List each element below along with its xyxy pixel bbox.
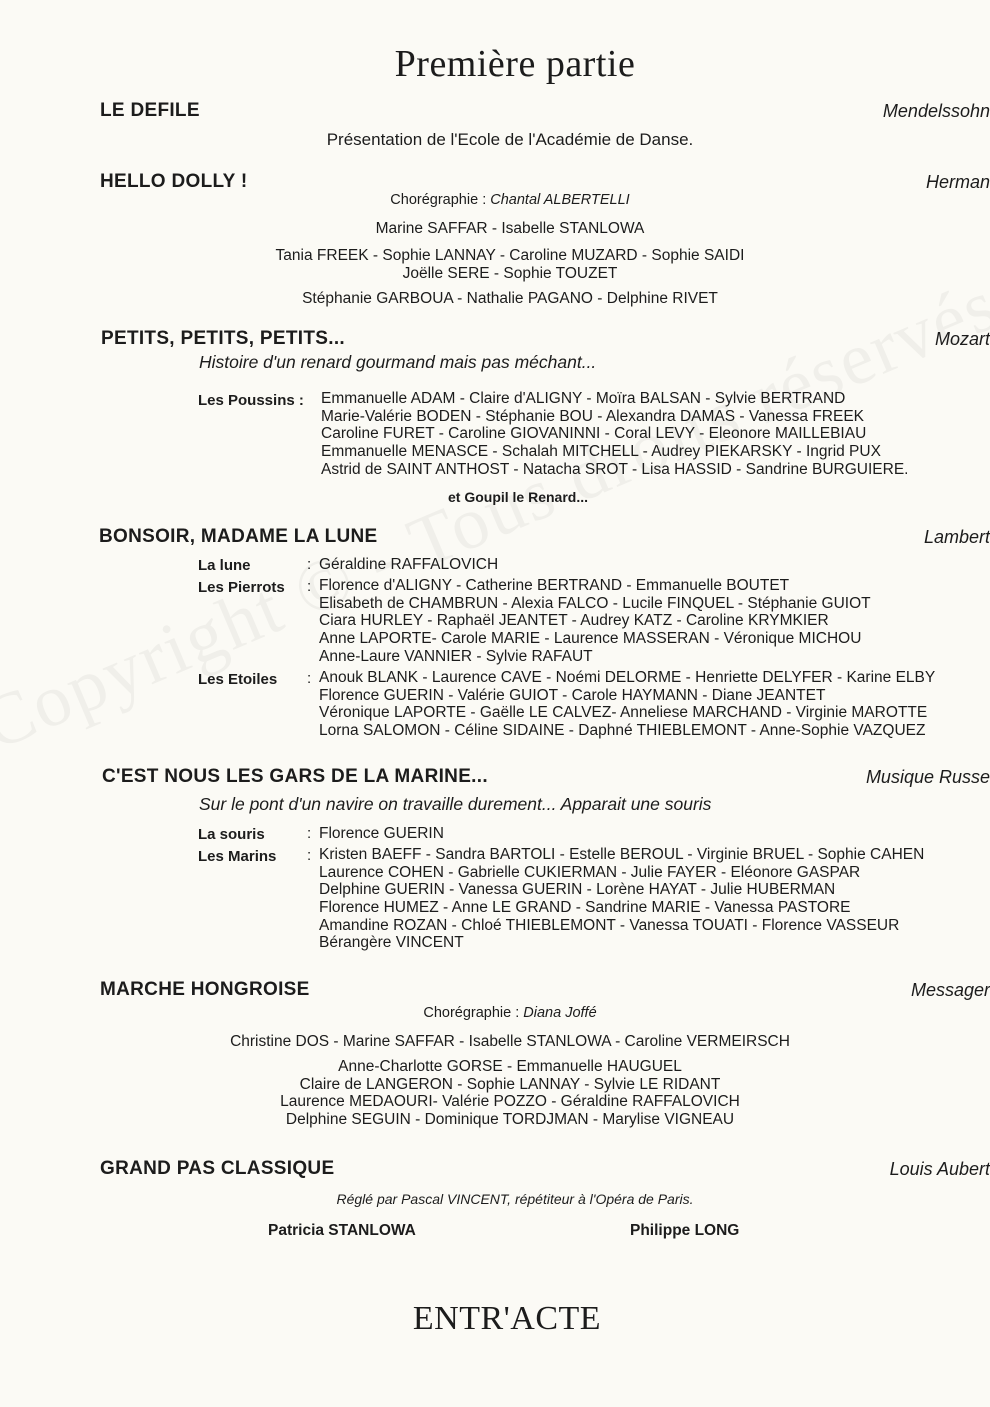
petits-footer: et Goupil le Renard... <box>447 489 589 505</box>
name-line: Caroline FURET - Caroline GIOVANINNI - Coral LEVY - Eleonore MAILLEBIAU <box>321 425 867 443</box>
entracte-title: ENTR'ACTE <box>412 1300 602 1337</box>
section-title-hongroise: MARCHE HONGROISE <box>100 979 310 1000</box>
lune-names <box>319 556 498 574</box>
marine-subtitle: Sur le pont d'un navire on travaille durement... Apparait une souris <box>199 794 712 814</box>
dancer-2: Philippe LONG <box>630 1222 740 1239</box>
defile-description: Présentation de l'Ecole de l'Académie de Danse. <box>326 130 694 149</box>
name-line: Delphine SEGUIN - Dominique TORDJMAN - Marylise VIGNEAU <box>285 1111 735 1129</box>
group-colon: : <box>307 825 312 842</box>
composer-classique: Louis Aubert <box>889 1159 990 1179</box>
name-line: Laurence MEDAOURI- Valérie POZZO - Géraldine RAFFALOVICH <box>280 1093 740 1111</box>
group-colon: : <box>307 556 312 573</box>
choreo-label: Chorégraphie : <box>423 1005 520 1021</box>
group-label-pierrots: Les Pierrots <box>198 579 285 596</box>
group-label-souris: La souris <box>198 826 265 843</box>
composer-hongroise: Messager <box>910 980 990 1000</box>
hongroise-names <box>0 1058 990 1129</box>
dolly-line: Tania FREEK - Sophie LANNAY - Caroline MUZARD - Sophie SAIDI <box>275 247 745 264</box>
dancer-1: Patricia STANLOWA <box>268 1222 416 1239</box>
name-line: Amandine ROZAN - Chloé THIEBLEMONT - Vanessa TOUATI - Florence VASSEUR <box>319 916 900 934</box>
section-title-dolly: HELLO DOLLY ! <box>100 171 248 192</box>
group-label-etoiles: Les Etoiles <box>198 671 278 688</box>
section-title-defile: LE DEFILE <box>100 100 200 121</box>
name-line: Marie-Valérie BODEN - Stéphanie BOU - Alexandra DAMAS - Vanessa FREEK <box>321 407 864 425</box>
hongroise-line: Christine DOS - Marine SAFFAR - Isabelle STANLOWA - Caroline VERMEIRSCH <box>230 1033 790 1050</box>
group-colon: : <box>307 670 312 687</box>
group-label-marins: Les Marins <box>198 848 277 865</box>
name-line: Florence d'ALIGNY - Catherine BERTRAND - Emmanuelle BOUTET <box>319 577 790 594</box>
name-line: Kristen BAEFF - Sandra BARTOLI - Estelle BEROUL - Virginie BRUEL - Sophie CAHEN <box>319 846 925 863</box>
etoiles-names <box>319 669 935 740</box>
dolly-line: Stéphanie GARBOUA - Nathalie PAGANO - Delphine RIVET <box>302 290 718 307</box>
section-title-classique: GRAND PAS CLASSIQUE <box>100 1158 335 1179</box>
name-line: Florence GUERIN - Valérie GUIOT - Carole HAYMANN - Diane JEANTET <box>319 686 826 704</box>
name-line: Véronique LAPORTE - Gaëlle LE CALVEZ- Anneliese MARCHAND - Virginie MAROTTE <box>319 704 928 722</box>
choreographer-name: Diana Joffé <box>523 1005 597 1021</box>
name-line: Astrid de SAINT ANTHOST - Natacha SROT - Lisa HASSID - Sandrine BURGUIERE. <box>321 460 909 478</box>
name-line: Bérangère VINCENT <box>319 934 464 952</box>
dolly-line: Marine SAFFAR - Isabelle STANLOWA <box>375 220 645 237</box>
souris-names <box>319 825 444 843</box>
choreographer-name: Chantal ALBERTELLI <box>490 192 630 208</box>
name-line: Lorna SALOMON - Céline SIDAINE - Daphné THIEBLEMONT - Anne-Sophie VAZQUEZ <box>319 722 926 740</box>
composer-petits: Mozart <box>934 329 990 349</box>
group-label-lune: La lune <box>198 557 251 574</box>
marins-names <box>319 846 924 952</box>
group-colon: : <box>307 578 312 595</box>
hongroise-choreography <box>0 1005 990 1021</box>
name-line: Anne-Charlotte GORSE - Emmanuelle HAUGUEL <box>338 1058 682 1075</box>
section-title-lune: BONSOIR, MADAME LA LUNE <box>99 526 378 547</box>
group-label-poussins: Les Poussins : <box>198 392 304 409</box>
name-line: Anne-Laure VANNIER - Sylvie RAFAUT <box>319 647 593 665</box>
classique-credit: Réglé par Pascal VINCENT, répétiteur à l'Opéra de Paris. <box>336 1191 694 1207</box>
name-line: Claire de LANGERON - Sophie LANNAY - Sylvie LE RIDANT <box>299 1075 721 1093</box>
composer-defile: Mendelssohn <box>882 101 990 121</box>
name-line: Anne LAPORTE- Carole MARIE - Laurence MASSERAN - Véronique MICHOU <box>319 630 862 648</box>
name-line: Elisabeth de CHAMBRUN - Alexia FALCO - Lucile FINQUEL - Stéphanie GUIOT <box>319 594 871 612</box>
name-line: Géraldine RAFFALOVICH <box>319 556 499 573</box>
dolly-choreography <box>0 192 990 208</box>
pierrots-names <box>319 577 871 665</box>
group-colon: : <box>307 847 312 864</box>
poussins-names <box>321 390 908 478</box>
name-line: Florence HUMEZ - Anne LE GRAND - Sandrine MARIE - Vanessa PASTORE <box>319 899 851 917</box>
name-line: Emmanuelle MENASCE - Schalah MITCHELL - Audrey PIEKARSKY - Ingrid PUX <box>321 443 881 461</box>
composer-lune: Lambert <box>923 527 990 547</box>
name-line: Florence GUERIN <box>319 825 444 842</box>
composer-dolly: Herman <box>925 172 990 192</box>
section-title-marine: C'EST NOUS LES GARS DE LA MARINE... <box>102 766 488 787</box>
choreo-label: Chorégraphie : <box>390 192 487 208</box>
composer-marine: Musique Russe <box>865 767 990 787</box>
page-title: Première partie <box>394 43 636 85</box>
name-line: Anouk BLANK - Laurence CAVE - Noémi DELORME - Henriette DELYFER - Karine ELBY <box>319 669 936 686</box>
name-line: Emmanuelle ADAM - Claire d'ALIGNY - Moïra BALSAN - Sylvie BERTRAND <box>321 390 846 407</box>
name-line: Laurence COHEN - Gabrielle CUKIERMAN - Julie FAYER - Eléonore GASPAR <box>319 863 861 881</box>
petits-subtitle: Histoire d'un renard gourmand mais pas méchant... <box>199 352 597 372</box>
dolly-line: Joëlle SERE - Sophie TOUZET <box>402 265 618 282</box>
name-line: Delphine GUERIN - Vanessa GUERIN - Lorène HAYAT - Julie HUBERMAN <box>319 881 836 899</box>
name-line: Ciara HURLEY - Raphaël JEANTET - Audrey KATZ - Caroline KRYMKIER <box>319 612 829 630</box>
section-title-petits: PETITS, PETITS, PETITS... <box>101 328 345 349</box>
